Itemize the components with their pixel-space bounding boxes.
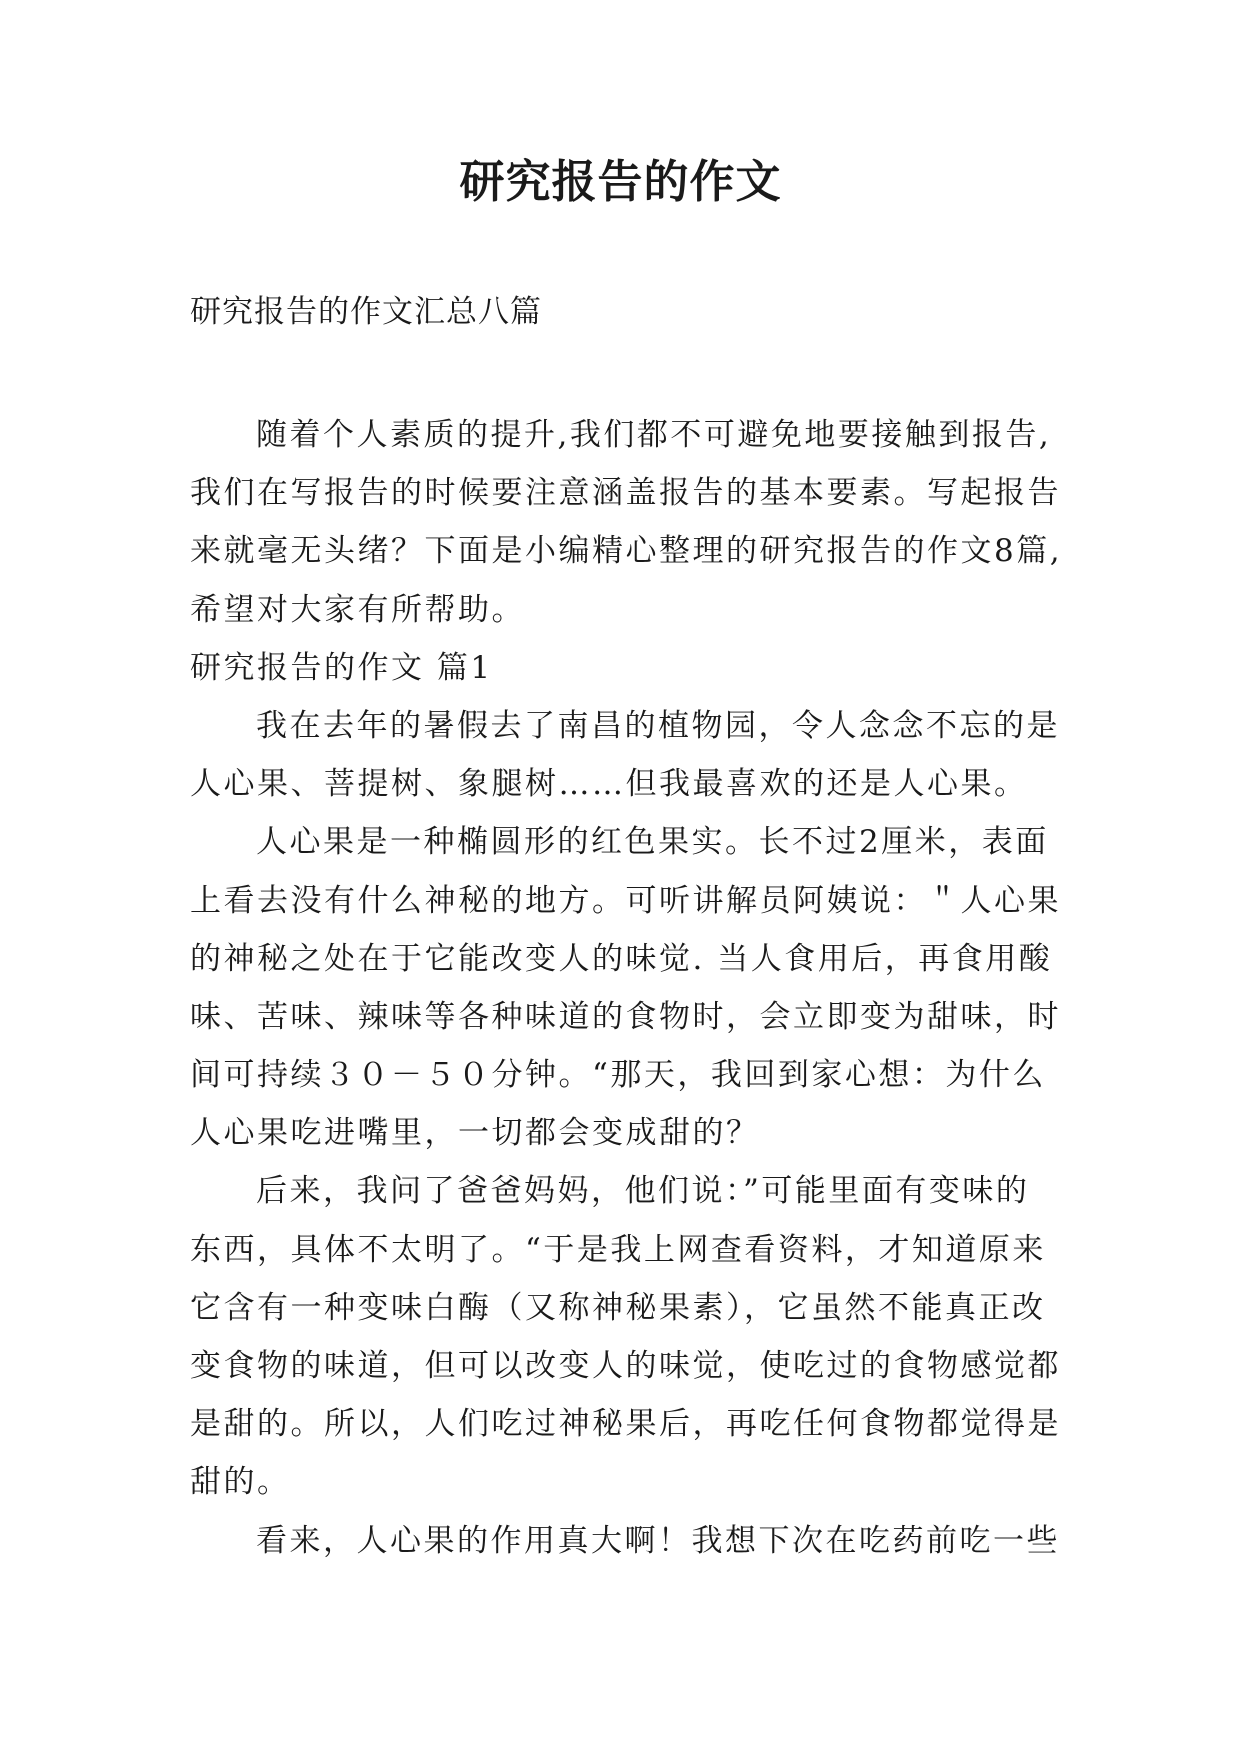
text-line: 人心果是一种椭圆形的红色果实。长不过2厘米，表面 [256,824,1049,861]
text-line: 的神秘之处在于它能改变人的味觉. 当人食用后，再食用酸 [190,940,1053,977]
text-line: 我在去年的暑假去了南昌的植物园，令人念念不忘的是 [256,707,1060,744]
text-line: 希望对大家有所帮助。 [190,591,525,628]
text-line: 我们在写报告的时候要注意涵盖报告的基本要素。写起报告 [190,475,1061,512]
text-line: 东西，具体不太明了。“于是我上网查看资料，才知道原来 [190,1231,1046,1268]
section-heading: 研究报告的作文 篇1 [190,649,493,686]
text-line: 看来，人心果的作用真大啊！我想下次在吃药前吃一些 [256,1522,1060,1559]
document-subtitle: 研究报告的作文汇总八篇 [190,294,542,330]
text-line: 后来，我问了爸爸妈妈，他们说：”可能里面有变味的 [256,1173,1030,1210]
text-line: 变食物的味道，但可以改变人的味觉，使吃过的食物感觉都 [190,1348,1061,1384]
text-line: 来就毫无头绪？下面是小编精心整理的研究报告的作文8篇, [190,533,1063,570]
text-line: 随着个人素质的提升,我们都不可避免地要接触到报告, [256,417,1052,453]
text-line: 人心果、菩提树、象腿树……但我最喜欢的还是人心果。 [190,766,1028,803]
text-line: 上看去没有什么神秘的地方。可听讲解员阿姨说：＂人心果 [190,882,1061,919]
text-line: 是甜的。所以，人们吃过神秘果后，再吃任何食物都觉得是 [190,1406,1061,1443]
text-line: 人心果吃进嘴里，一切都会变成甜的？ [190,1115,760,1152]
document-body [190,406,1063,1570]
document-title: 研究报告的作文 [459,155,782,208]
text-line: 甜的。 [190,1464,291,1501]
text-line: 间可持续３０－５０分钟。“那天，我回到家心想：为什么 [190,1057,1046,1094]
text-line: 它含有一种变味白酶（又称神秘果素），它虽然不能真正改 [190,1289,1046,1326]
text-line: 味、苦味、辣味等各种味道的食物时，会立即变为甜味，时 [190,998,1061,1035]
